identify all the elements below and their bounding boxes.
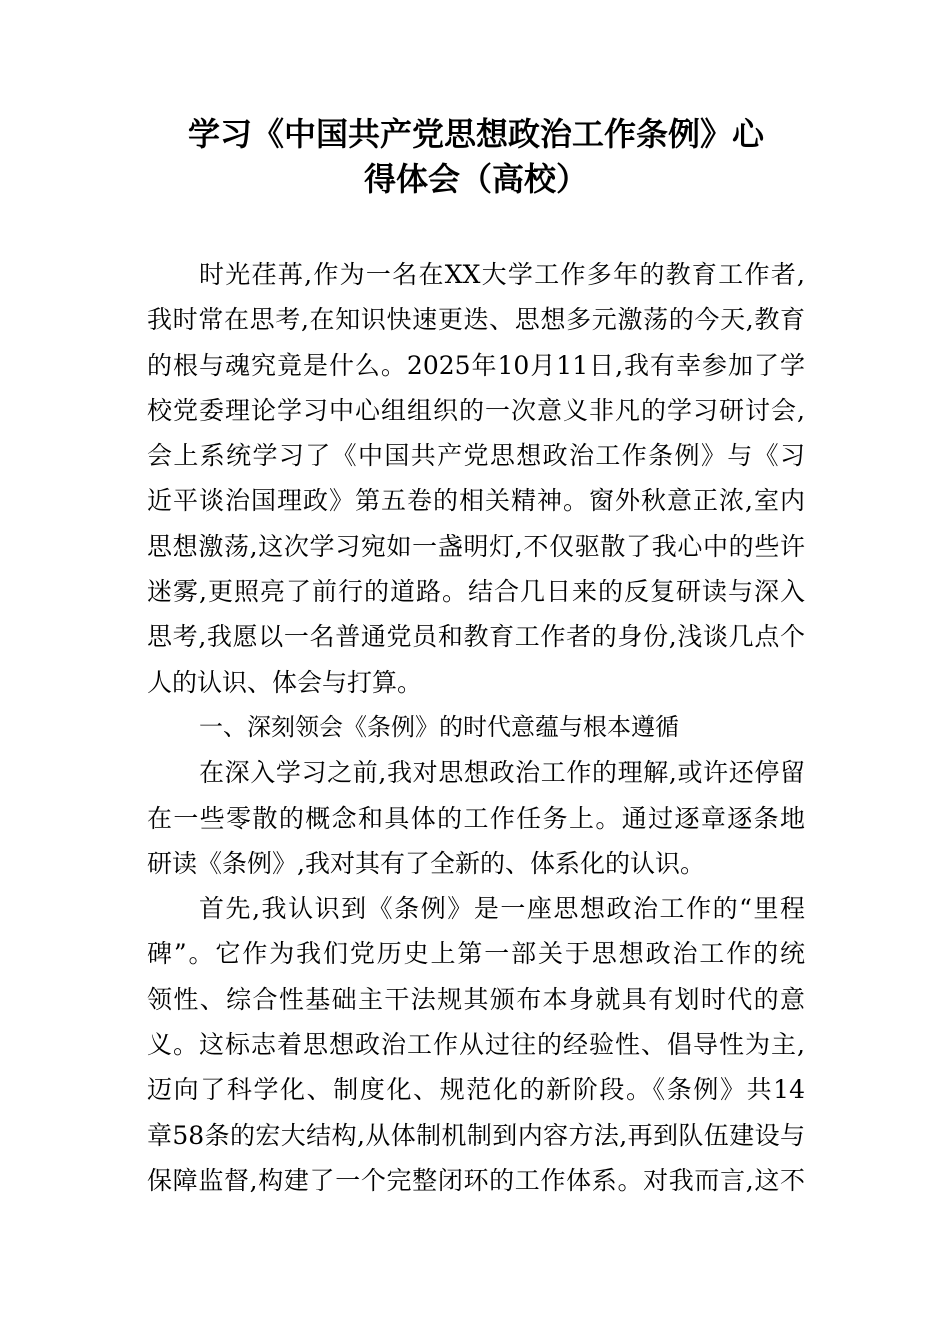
- paragraph-line: 会上系统学习了《中国共产党思想政治工作条例》与《习: [147, 441, 805, 471]
- paragraph-line: 研读《条例》,我对其有了全新的、体系化的认识。: [147, 848, 705, 878]
- paragraph-line: 人的认识、体会与打算。: [147, 667, 423, 697]
- paragraph-line: 我时常在思考,在知识快速更迭、思想多元激荡的今天,教育: [147, 305, 805, 335]
- paragraph-line: 校党委理论学习中心组组织的一次意义非凡的学习研讨会,: [147, 395, 805, 425]
- paragraph-line: 碑”。它作为我们党历史上第一部关于思想政治工作的统: [147, 939, 805, 969]
- paragraph-line: 保障监督,构建了一个完整闭环的工作体系。对我而言,这不: [147, 1165, 805, 1195]
- paragraph-line: 在一些零散的概念和具体的工作任务上。通过逐章逐条地: [147, 803, 805, 833]
- paragraph-line: 迷雾,更照亮了前行的道路。结合几日来的反复研读与深入: [147, 577, 805, 607]
- paragraph-line: 时光荏苒,作为一名在XX大学工作多年的教育工作者,: [199, 260, 805, 289]
- section-heading: 一、深刻领会《条例》的时代意蕴与根本遵循: [199, 712, 679, 741]
- paragraph-line: 义。这标志着思想政治工作从过往的经验性、倡导性为主,: [147, 1030, 805, 1060]
- paragraph-line: 近平谈治国理政》第五卷的相关精神。窗外秋意正浓,室内: [147, 486, 805, 516]
- paragraph-line: 领性、综合性基础主干法规其颁布本身就具有划时代的意: [147, 984, 805, 1014]
- paragraph-line: 在深入学习之前,我对思想政治工作的理解,或许还停留: [199, 758, 805, 788]
- title-line-1: 学习《中国共产党思想政治工作条例》心: [187, 115, 764, 153]
- paragraph-line: 迈向了科学化、制度化、规范化的新阶段。《条例》共14: [147, 1075, 805, 1105]
- paragraph-line: 思想激荡,这次学习宛如一盏明灯,不仅驱散了我心中的些许: [147, 531, 805, 561]
- paragraph-line: 的根与魂究竟是什么。2025年10月11日,我有幸参加了学: [147, 350, 805, 380]
- paragraph-line: 首先,我认识到《条例》是一座思想政治工作的“里程: [199, 894, 805, 924]
- document-title: [147, 112, 805, 202]
- paragraph-line: 思考,我愿以一名普通党员和教育工作者的身份,浅谈几点个: [147, 622, 805, 652]
- document-body: [147, 252, 805, 1203]
- paragraph-line: 章58条的宏大结构,从体制机制到内容方法,再到队伍建设与: [147, 1120, 805, 1150]
- title-line-2: 得体会（高校）: [363, 160, 588, 198]
